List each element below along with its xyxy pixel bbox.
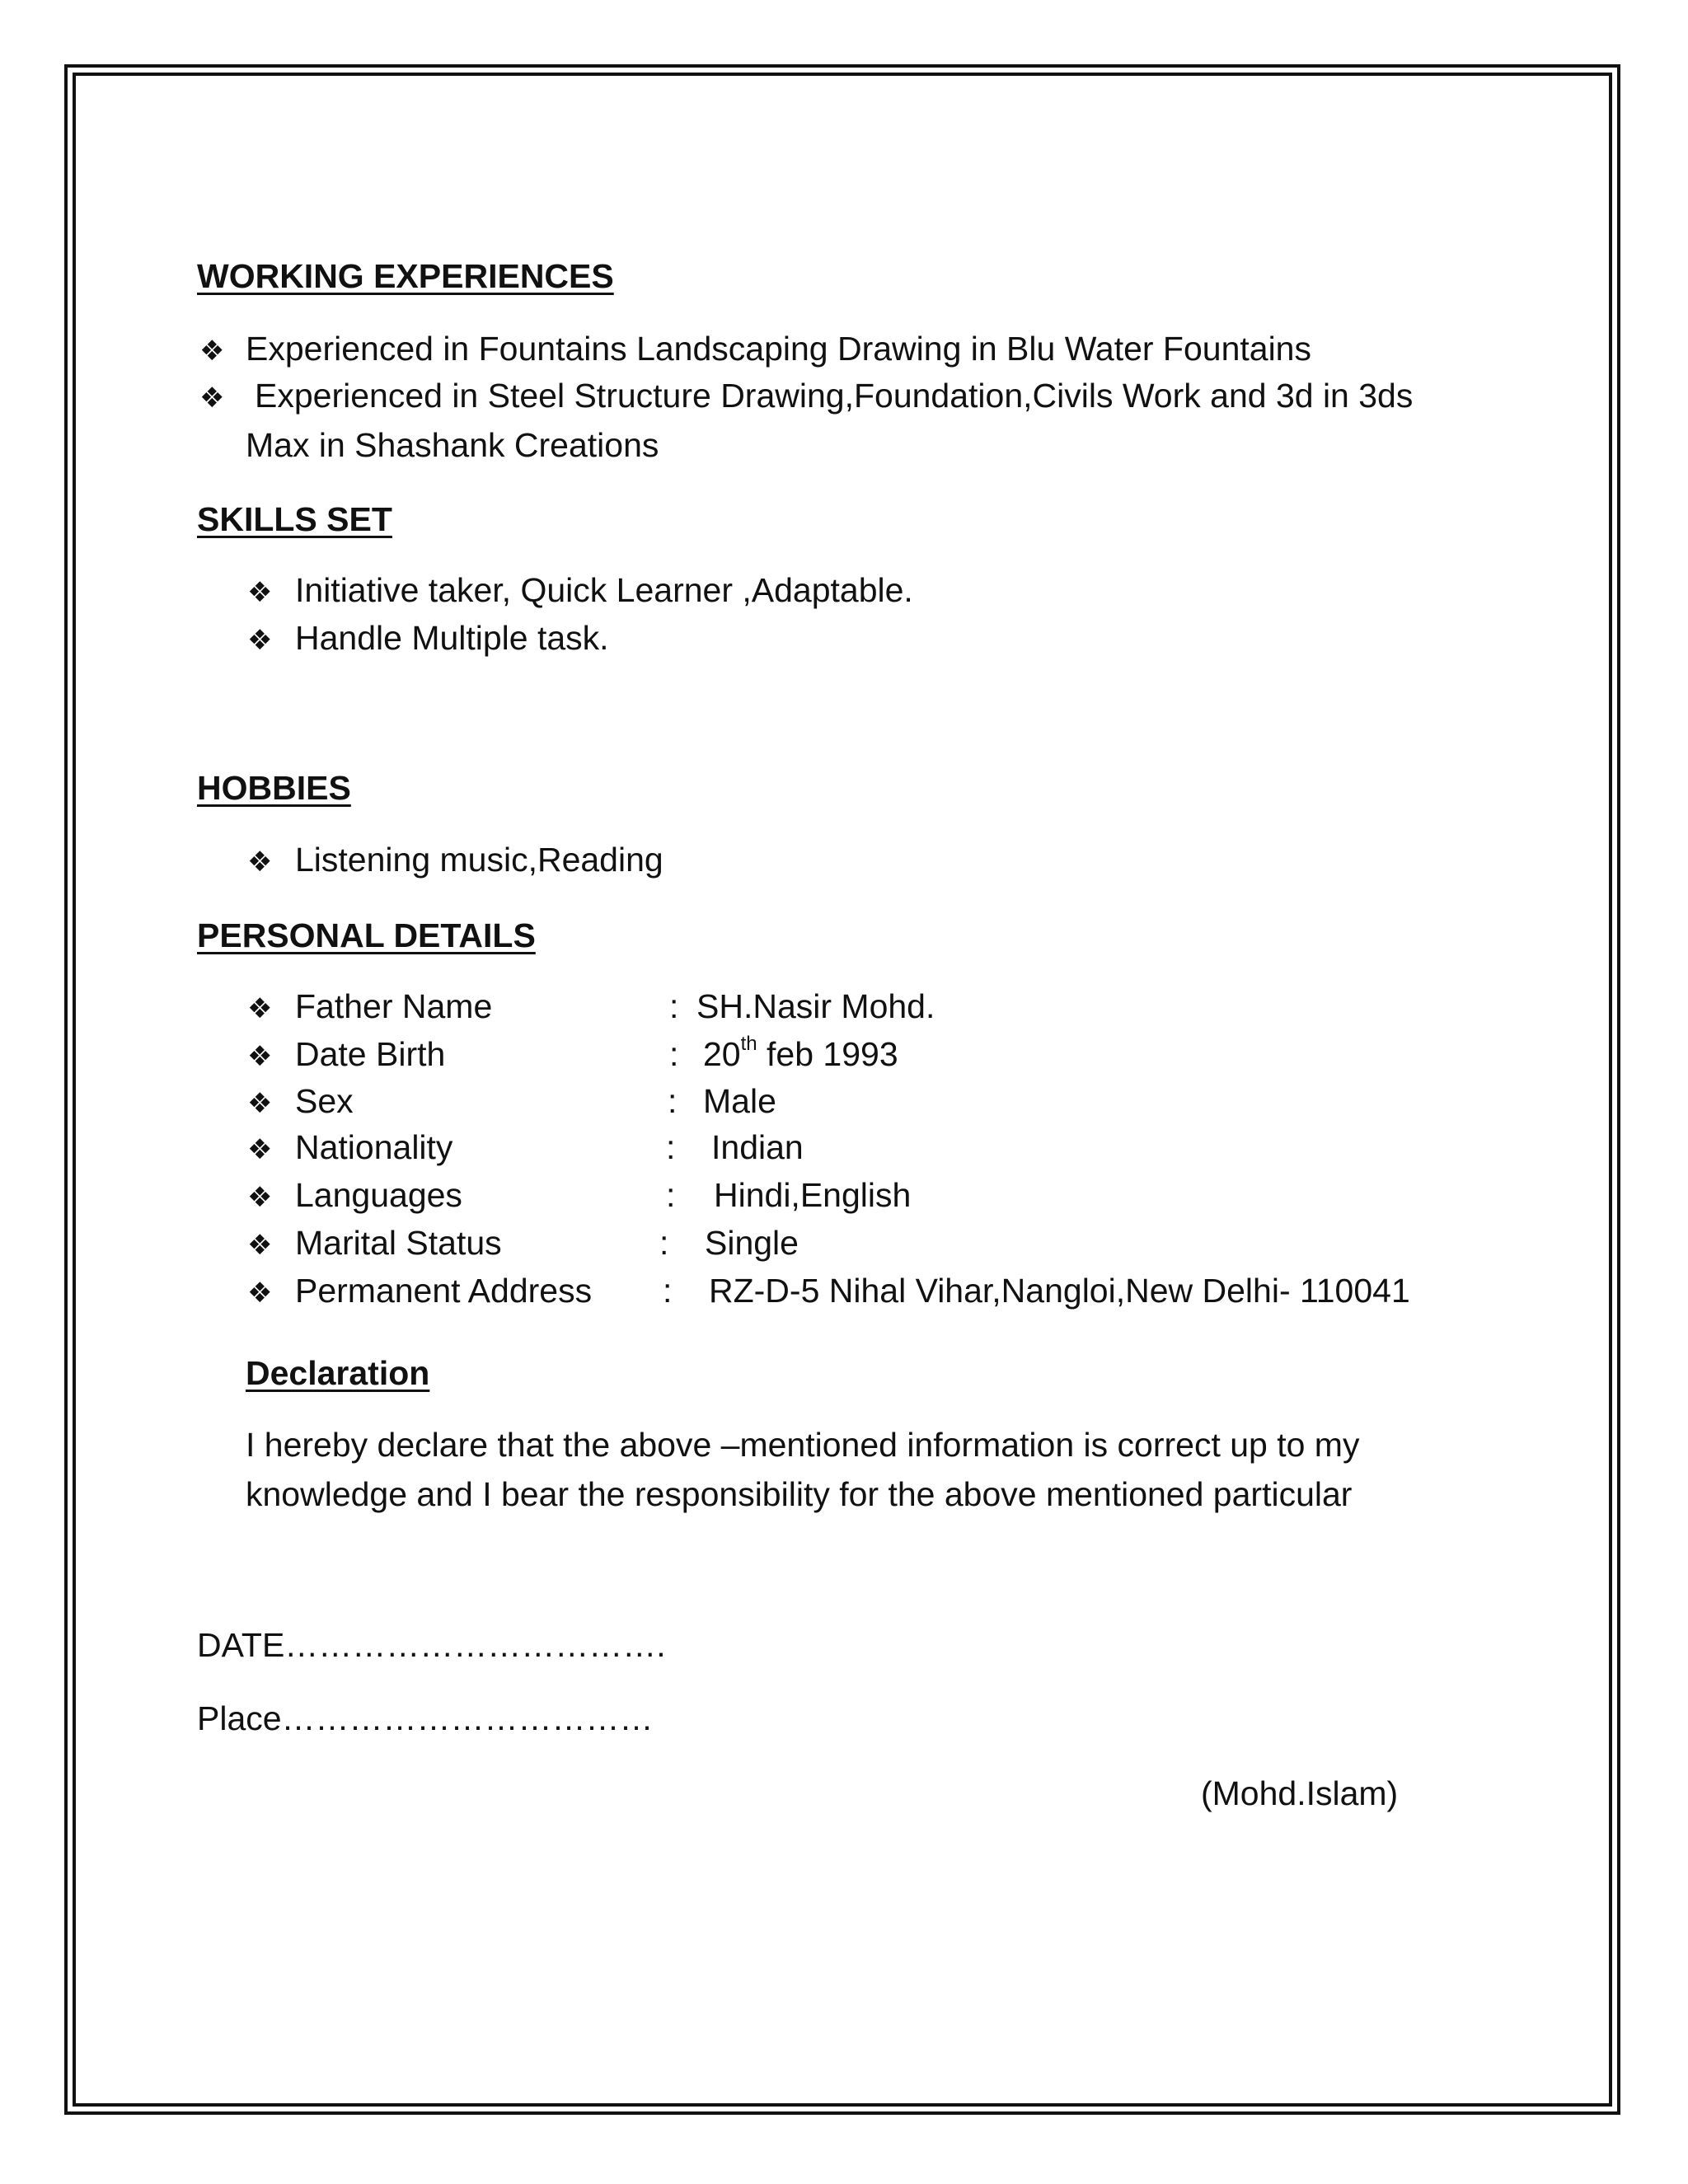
signature-name: (Mohd.Islam) xyxy=(1201,1774,1399,1812)
declaration-line-1: I hereby declare that the above –mentioned information is correct up to my xyxy=(246,1426,1360,1464)
sex-label: Sex xyxy=(295,1082,354,1120)
bullet-icon: ❖ xyxy=(199,335,225,368)
father-name-value: SH.Nasir Mohd. xyxy=(696,987,935,1025)
dob-rest: feb 1993 xyxy=(767,1035,898,1073)
hobbies-heading: HOBBIES xyxy=(197,769,351,807)
declaration-line-2: knowledge and I bear the responsibility for the above mentioned particular xyxy=(246,1475,1353,1513)
place-line: Place…………………………… xyxy=(197,1699,654,1737)
bullet-icon: ❖ xyxy=(247,992,273,1025)
colon: : xyxy=(663,1272,673,1310)
permanent-address-label: Permanent Address xyxy=(295,1272,593,1310)
languages-label: Languages xyxy=(295,1176,462,1214)
skills-set-heading: SKILLS SET xyxy=(197,500,392,538)
dob-day: 20 xyxy=(703,1035,741,1073)
dob-suffix: th xyxy=(740,1033,757,1056)
marital-status-value: Single xyxy=(705,1224,799,1262)
colon: : xyxy=(669,987,679,1025)
colon: : xyxy=(668,1082,678,1120)
marital-status-label: Marital Status xyxy=(295,1224,502,1262)
bullet-icon: ❖ xyxy=(247,1229,273,1262)
colon: : xyxy=(659,1224,669,1262)
bullet-icon: ❖ xyxy=(247,1087,273,1120)
personal-details-heading: PERSONAL DETAILS xyxy=(197,916,536,954)
bullet-icon: ❖ xyxy=(199,382,225,415)
colon: : xyxy=(666,1128,676,1166)
hobby-item-1: Listening music,Reading xyxy=(295,841,663,879)
nationality-value: Indian xyxy=(711,1128,804,1166)
bullet-icon: ❖ xyxy=(247,1040,273,1073)
sex-value: Male xyxy=(703,1082,776,1120)
date-line: DATE……………………………. xyxy=(197,1626,666,1664)
bullet-icon: ❖ xyxy=(247,1277,273,1310)
declaration-heading: Declaration xyxy=(246,1354,430,1392)
colon: : xyxy=(669,1035,679,1073)
working-item-1: Experienced in Fountains Landscaping Drawing in Blu Water Fountains xyxy=(246,330,1311,368)
skill-item-1: Initiative taker, Quick Learner ,Adaptable. xyxy=(295,571,913,609)
date-birth-value xyxy=(703,1035,898,1074)
working-item-2-continued: Max in Shashank Creations xyxy=(246,426,659,464)
permanent-address-value: RZ-D-5 Nihal Vihar,Nangloi,New Delhi- 110041 xyxy=(709,1272,1410,1310)
bullet-icon: ❖ xyxy=(247,624,273,657)
bullet-icon: ❖ xyxy=(247,846,273,879)
father-name-label: Father Name xyxy=(295,987,493,1025)
nationality-label: Nationality xyxy=(295,1128,453,1166)
working-experiences-heading: WORKING EXPERIENCES xyxy=(197,257,614,295)
skill-item-2: Handle Multiple task. xyxy=(295,619,609,657)
bullet-icon: ❖ xyxy=(247,1133,273,1166)
bullet-icon: ❖ xyxy=(247,1181,273,1214)
languages-value: Hindi,English xyxy=(714,1176,912,1214)
date-birth-label: Date Birth xyxy=(295,1035,446,1073)
working-item-2: Experienced in Steel Structure Drawing,Foundation,Civils Work and 3d in 3ds xyxy=(255,377,1414,415)
bullet-icon: ❖ xyxy=(247,576,273,609)
colon: : xyxy=(666,1176,676,1214)
